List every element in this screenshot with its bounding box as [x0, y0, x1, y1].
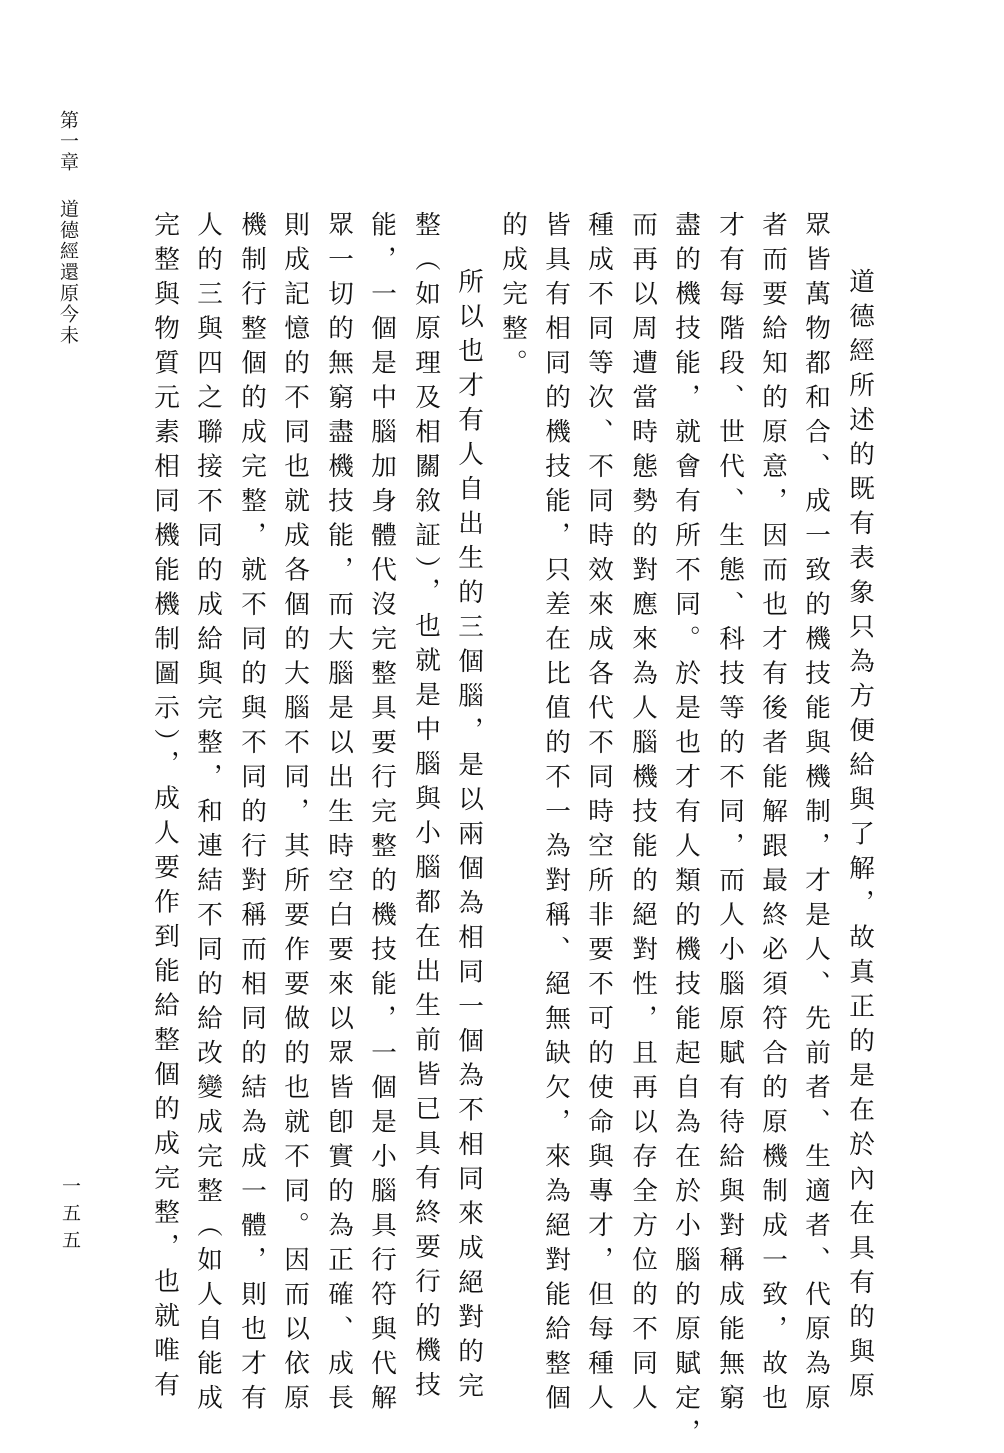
- text-line: 眾皆萬物都和合、成一致的機技能與機制，才是人、先前者、生適者、代原為原: [801, 211, 831, 1419]
- text-line: 則成記憶的不同也就成各個的大腦不同，其所要作要做的也就不同。因而以依原: [280, 211, 310, 1419]
- text-line: 人的三與四之聯接不同的成給與完整，和連結不同的給改變成完整（如人自能成: [193, 211, 223, 1419]
- text-line: 機制行整個的成完整，就不同的與不同的行對稱而相同的結為成一體，則也才有: [237, 211, 267, 1419]
- chapter-label: 第一章: [57, 110, 79, 173]
- text-line: 完整與物質元素相同機能機制圖示），成人要作到能給整個的成完整，也就唯有: [150, 211, 180, 1406]
- text-line: 才有每階段、世代、生態、科技等的不同，而人小腦原賦有待給與對稱成能無窮: [715, 211, 745, 1419]
- text-line: 所以也才有人自出生的三個腦，是以兩個為相同一個為不相同來成絕對的完: [454, 268, 484, 1407]
- page-number: 一五五: [59, 1176, 81, 1257]
- text-line: 的成完整。: [498, 211, 528, 384]
- text-line: 能，一個是中腦加身體代沒完整具要行完整的機技能，一個是小腦具行符與代解: [367, 211, 397, 1419]
- text-line: 而再以周遭當時態勢的對應來為人腦機技能的絕對性，且再以存全方位的不同人: [628, 211, 658, 1419]
- text-line: 盡的機技能，就會有所不同。於是也才有人類的機技能起自為在於小腦的原賦定，: [671, 211, 701, 1453]
- running-head: [58, 110, 77, 346]
- text-line: 種成不同等次、不同時效來成各代不同時空所非要不可的使命與專才，但每種人: [584, 211, 614, 1419]
- text-line: 者而要給知的原意，因而也才有後者能解跟最終必須符合的原機制成一致，故也: [758, 211, 788, 1419]
- text-line: 皆具有相同的機技能，只差在比值的不一為對稱、絕無缺欠，來為絕對能給整個: [541, 211, 571, 1419]
- text-line: 眾一切的無窮盡機技能，而大腦是以出生時空白要來以眾皆卽實的為正確、成長: [324, 211, 354, 1419]
- text-line: 道德經所述的既有表象只為方便給與了解，故真正的是在於內在具有的與原: [845, 268, 875, 1407]
- text-line: 整（如原理及相關敘証），也就是中腦與小腦都在出生前皆已具有終要行的機技: [411, 211, 441, 1406]
- book-title: 道德經還原今未: [57, 199, 79, 346]
